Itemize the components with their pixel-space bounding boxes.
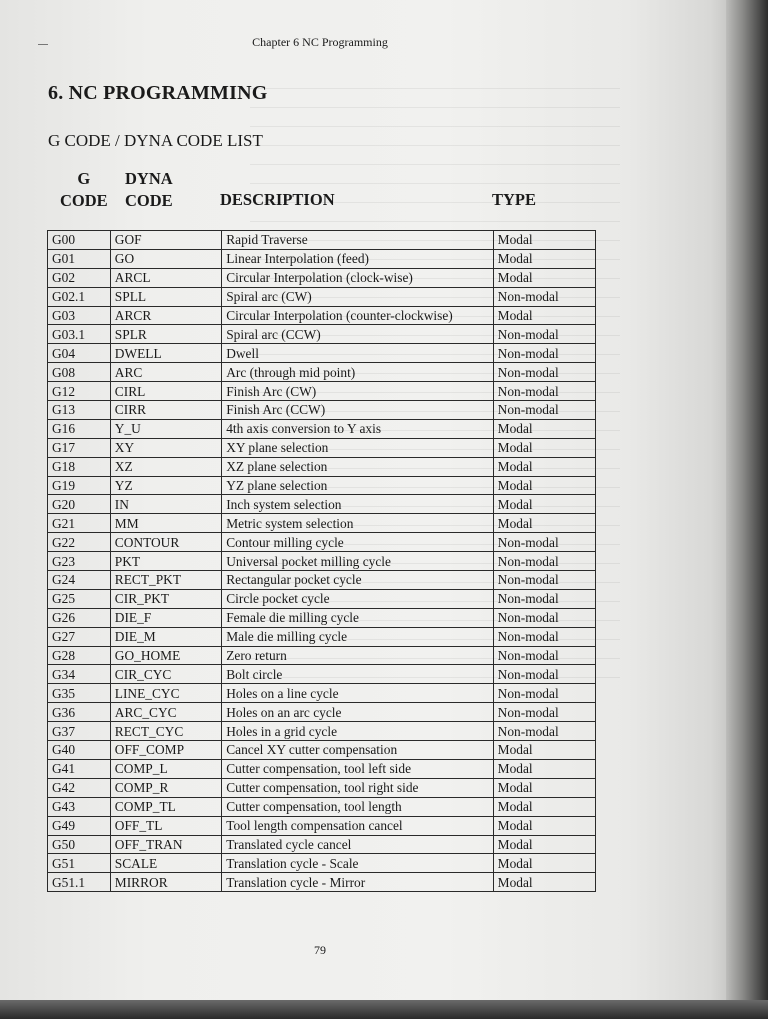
g-code-cell: G42 (48, 778, 111, 797)
table-row (48, 741, 596, 760)
column-header-dyna-code-line1: DYNA (125, 169, 173, 188)
g-code-cell: G00 (48, 231, 111, 250)
description-cell: Cancel XY cutter compensation (222, 741, 493, 760)
dyna-code-cell: RECT_CYC (110, 722, 221, 741)
type-cell: Non-modal (493, 608, 595, 627)
table-row (48, 495, 596, 514)
g-code-cell: G18 (48, 457, 111, 476)
g-code-cell: G50 (48, 835, 111, 854)
g-code-cell: G12 (48, 382, 111, 401)
type-cell: Modal (493, 438, 595, 457)
table-row (48, 778, 596, 797)
description-cell: Cutter compensation, tool right side (222, 778, 493, 797)
g-code-cell: G22 (48, 533, 111, 552)
description-cell: XZ plane selection (222, 457, 493, 476)
g-code-cell: G24 (48, 571, 111, 590)
g-code-cell: G02 (48, 268, 111, 287)
g-code-cell: G37 (48, 722, 111, 741)
type-cell: Modal (493, 476, 595, 495)
table-row (48, 533, 596, 552)
dyna-code-cell: OFF_TL (110, 816, 221, 835)
description-cell: Cutter compensation, tool length (222, 797, 493, 816)
dyna-code-cell: GOF (110, 231, 221, 250)
g-code-cell: G04 (48, 344, 111, 363)
g-code-cell: G02.1 (48, 287, 111, 306)
dyna-code-cell: RECT_PKT (110, 571, 221, 590)
dyna-code-cell: SCALE (110, 854, 221, 873)
table-row (48, 608, 596, 627)
description-cell: Translation cycle - Scale (222, 854, 493, 873)
dyna-code-cell: YZ (110, 476, 221, 495)
dyna-code-cell: SPLR (110, 325, 221, 344)
table-row (48, 835, 596, 854)
dyna-code-cell: COMP_R (110, 778, 221, 797)
dyna-code-cell: GO (110, 249, 221, 268)
column-header-g-code-line1: G (77, 169, 91, 188)
table-row (48, 722, 596, 741)
description-cell: Male die milling cycle (222, 627, 493, 646)
description-cell: Rapid Traverse (222, 231, 493, 250)
g-code-cell: G03 (48, 306, 111, 325)
type-cell: Modal (493, 514, 595, 533)
table-row (48, 438, 596, 457)
table-row (48, 589, 596, 608)
dyna-code-cell: DIE_M (110, 627, 221, 646)
description-cell: Bolt circle (222, 665, 493, 684)
description-cell: Circle pocket cycle (222, 589, 493, 608)
description-cell: Spiral arc (CW) (222, 287, 493, 306)
g-code-cell: G51.1 (48, 873, 111, 892)
description-cell: Female die milling cycle (222, 608, 493, 627)
type-cell: Modal (493, 816, 595, 835)
type-cell: Non-modal (493, 363, 595, 382)
description-cell: Circular Interpolation (counter-clockwise) (222, 306, 493, 325)
dyna-code-cell: CIRL (110, 382, 221, 401)
table-row (48, 759, 596, 778)
g-code-cell: G43 (48, 797, 111, 816)
gcode-table-body (48, 231, 596, 892)
description-cell: Metric system selection (222, 514, 493, 533)
column-header-dyna-code (125, 168, 173, 212)
description-cell: Holes on a line cycle (222, 684, 493, 703)
dyna-code-cell: OFF_COMP (110, 741, 221, 760)
table-row (48, 797, 596, 816)
dyna-code-cell: XZ (110, 457, 221, 476)
table-row (48, 231, 596, 250)
dyna-code-cell: CIRR (110, 401, 221, 420)
type-cell: Modal (493, 797, 595, 816)
g-code-cell: G36 (48, 703, 111, 722)
description-cell: Cutter compensation, tool left side (222, 759, 493, 778)
description-cell: Tool length compensation cancel (222, 816, 493, 835)
table-row (48, 873, 596, 892)
running-header: Chapter 6 NC Programming (252, 35, 388, 49)
type-cell: Modal (493, 495, 595, 514)
dyna-code-cell: XY (110, 438, 221, 457)
table-row (48, 401, 596, 420)
g-code-cell: G21 (48, 514, 111, 533)
type-cell: Non-modal (493, 665, 595, 684)
type-cell: Non-modal (493, 589, 595, 608)
description-cell: Holes on an arc cycle (222, 703, 493, 722)
dyna-code-cell: MM (110, 514, 221, 533)
dyna-code-cell: ARC_CYC (110, 703, 221, 722)
table-row (48, 476, 596, 495)
g-code-cell: G40 (48, 741, 111, 760)
table-row (48, 382, 596, 401)
table-row (48, 646, 596, 665)
gcode-table (47, 230, 596, 892)
description-cell: Finish Arc (CW) (222, 382, 493, 401)
table-row (48, 571, 596, 590)
description-cell: Contour milling cycle (222, 533, 493, 552)
type-cell: Modal (493, 835, 595, 854)
dyna-code-cell: DIE_F (110, 608, 221, 627)
g-code-cell: G41 (48, 759, 111, 778)
dyna-code-cell: ARCL (110, 268, 221, 287)
type-cell: Non-modal (493, 382, 595, 401)
page-title: 6. NC PROGRAMMING (48, 82, 268, 104)
type-cell: Modal (493, 249, 595, 268)
description-cell: Rectangular pocket cycle (222, 571, 493, 590)
description-cell: Inch system selection (222, 495, 493, 514)
type-cell: Non-modal (493, 401, 595, 420)
description-cell: XY plane selection (222, 438, 493, 457)
g-code-cell: G08 (48, 363, 111, 382)
g-code-cell: G20 (48, 495, 111, 514)
table-row (48, 306, 596, 325)
table-row (48, 344, 596, 363)
dyna-code-cell: ARCR (110, 306, 221, 325)
column-header-dyna-code-line2: CODE (125, 191, 173, 210)
dyna-code-cell: Y_U (110, 419, 221, 438)
table-row (48, 816, 596, 835)
type-cell: Non-modal (493, 684, 595, 703)
g-code-cell: G25 (48, 589, 111, 608)
column-header-g-code (60, 168, 108, 212)
dyna-code-cell: CONTOUR (110, 533, 221, 552)
g-code-cell: G27 (48, 627, 111, 646)
type-cell: Non-modal (493, 571, 595, 590)
section-subtitle: G CODE / DYNA CODE LIST (48, 131, 263, 150)
type-cell: Non-modal (493, 646, 595, 665)
g-code-cell: G51 (48, 854, 111, 873)
g-code-cell: G16 (48, 419, 111, 438)
description-cell: 4th axis conversion to Y axis (222, 419, 493, 438)
dyna-code-cell: LINE_CYC (110, 684, 221, 703)
type-cell: Non-modal (493, 325, 595, 344)
g-code-cell: G03.1 (48, 325, 111, 344)
type-cell: Modal (493, 457, 595, 476)
dyna-code-cell: OFF_TRAN (110, 835, 221, 854)
table-row (48, 325, 596, 344)
table-row (48, 665, 596, 684)
g-code-cell: G17 (48, 438, 111, 457)
description-cell: Zero return (222, 646, 493, 665)
table-row (48, 287, 596, 306)
g-code-cell: G35 (48, 684, 111, 703)
page-number: 79 (314, 943, 326, 957)
table-row (48, 268, 596, 287)
dyna-code-cell: CIR_PKT (110, 589, 221, 608)
dyna-code-cell: MIRROR (110, 873, 221, 892)
description-cell: Spiral arc (CCW) (222, 325, 493, 344)
table-row (48, 627, 596, 646)
dyna-code-cell: COMP_L (110, 759, 221, 778)
table-row (48, 514, 596, 533)
g-code-cell: G34 (48, 665, 111, 684)
type-cell: Non-modal (493, 533, 595, 552)
table-row (48, 703, 596, 722)
dyna-code-cell: GO_HOME (110, 646, 221, 665)
description-cell: Dwell (222, 344, 493, 363)
book-spine-shadow (726, 0, 768, 1019)
g-code-cell: G26 (48, 608, 111, 627)
description-cell: Circular Interpolation (clock-wise) (222, 268, 493, 287)
dyna-code-cell: CIR_CYC (110, 665, 221, 684)
type-cell: Modal (493, 268, 595, 287)
type-cell: Modal (493, 854, 595, 873)
description-cell: Universal pocket milling cycle (222, 552, 493, 571)
type-cell: Modal (493, 419, 595, 438)
column-header-description: DESCRIPTION (220, 190, 335, 209)
table-row (48, 419, 596, 438)
type-cell: Non-modal (493, 344, 595, 363)
g-code-cell: G23 (48, 552, 111, 571)
g-code-cell: G01 (48, 249, 111, 268)
table-row (48, 249, 596, 268)
type-cell: Non-modal (493, 627, 595, 646)
g-code-cell: G13 (48, 401, 111, 420)
type-cell: Non-modal (493, 722, 595, 741)
g-code-cell: G49 (48, 816, 111, 835)
type-cell: Non-modal (493, 287, 595, 306)
type-cell: Modal (493, 778, 595, 797)
description-cell: Holes in a grid cycle (222, 722, 493, 741)
table-row (48, 684, 596, 703)
description-cell: Arc (through mid point) (222, 363, 493, 382)
table-row (48, 552, 596, 571)
table-row (48, 457, 596, 476)
table-row (48, 854, 596, 873)
g-code-cell: G28 (48, 646, 111, 665)
description-cell: YZ plane selection (222, 476, 493, 495)
dyna-code-cell: DWELL (110, 344, 221, 363)
type-cell: Non-modal (493, 703, 595, 722)
column-header-type: TYPE (492, 190, 537, 209)
type-cell: Modal (493, 759, 595, 778)
dyna-code-cell: PKT (110, 552, 221, 571)
table-row (48, 363, 596, 382)
dyna-code-cell: ARC (110, 363, 221, 382)
type-cell: Non-modal (493, 552, 595, 571)
description-cell: Translated cycle cancel (222, 835, 493, 854)
dyna-code-cell: COMP_TL (110, 797, 221, 816)
dyna-code-cell: SPLL (110, 287, 221, 306)
type-cell: Modal (493, 231, 595, 250)
description-cell: Finish Arc (CCW) (222, 401, 493, 420)
type-cell: Modal (493, 306, 595, 325)
type-cell: Modal (493, 741, 595, 760)
page-bottom-edge (0, 1000, 768, 1019)
description-cell: Translation cycle - Mirror (222, 873, 493, 892)
description-cell: Linear Interpolation (feed) (222, 249, 493, 268)
dyna-code-cell: IN (110, 495, 221, 514)
g-code-cell: G19 (48, 476, 111, 495)
type-cell: Modal (493, 873, 595, 892)
column-header-g-code-line2: CODE (60, 191, 108, 210)
